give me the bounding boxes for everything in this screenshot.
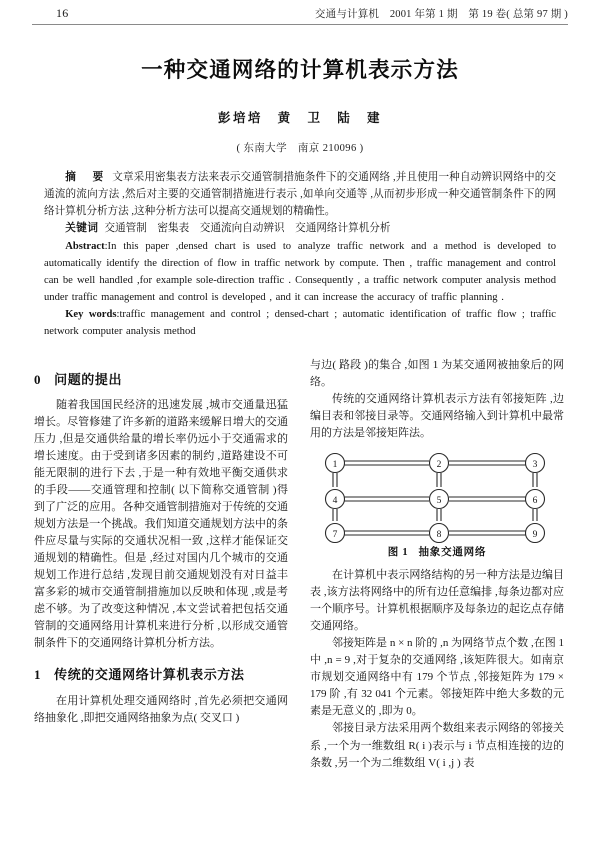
section-heading-1	[34, 665, 288, 685]
node-label-7: 7	[332, 529, 338, 540]
left-column	[34, 357, 288, 772]
right-paragraph-3: 在计算机中表示网络结构的另一种方法是边编目表 ,该方法将网络中的所有边任意编排 ,每条边都对应一个顺序号。计算机根据顺序及每条边的起讫点存储交通网络。	[310, 569, 564, 633]
abstract-block	[44, 169, 556, 341]
section-0-title: 问题的提出	[54, 371, 123, 387]
left-paragraph-2: 在用计算机处理交通网络时 ,首先必须把交通网络抽象化 ,即把交通网络抽象为点( 交叉口 )	[34, 694, 288, 724]
journal-issue-line: 交通与计算机 2001 年第 1 期 第 19 卷( 总第 97 期 )	[314, 9, 568, 20]
left-paragraph-1: 随着我国国民经济的迅速发展 ,城市交通量迅猛增长。尽管修建了许多新的道路来缓解日增大的交通压力 ,但是交通供给量的增长率仍远小于交通需求的增长速度。由于受到诸多因素的制约 ,道路建设不可能无限制的进行下去 ,于是一种有效地平衡交通供求的手段——交通管理和控制( 以下简称交通管制 )得到了广泛的应用。各种交通管制措施对于传统的交通规划方法是一个挑战。我们知道交通规划方法中的条件应尽量与实际的交通状况相一致 ,这样才能保证交通规划的精确性。但是 ,经过对国内几个城市的交通规划工作进行总结 ,发现目前交通规划没有对日益丰富多彩的城市交通管制措施加以反映和体现 ,或是考虑不够。为了改变这种情况 ,本文尝试着把包括交通管制的交通网络用计算机来进行分析 ,以形成交通管制条件下的交通网络计算机分析方法。	[34, 398, 288, 650]
node-label-5: 5	[436, 495, 442, 506]
abstract-chinese	[44, 169, 556, 220]
running-head	[30, 0, 570, 24]
keywords-english	[44, 306, 556, 340]
body-columns	[30, 357, 570, 772]
figure-1-caption-number: 图 1	[387, 546, 409, 558]
section-1-number: 1	[34, 667, 42, 683]
abstract-english-label: Abstract	[65, 240, 105, 252]
keywords-chinese-label: 关键词	[65, 223, 99, 235]
node-label-2: 2	[436, 459, 442, 470]
keywords-english-text: :traffic management and control ; densed-chart ; automatic identification of traffic flow ; traffic network computer analysis method	[44, 309, 556, 338]
keywords-english-label: Key words	[65, 309, 117, 321]
keywords-chinese	[44, 220, 556, 237]
figure-1	[310, 451, 564, 561]
page-folio: 16	[56, 6, 69, 20]
abstract-traffic-network-graph	[318, 451, 556, 543]
node-label-4: 4	[332, 495, 338, 506]
affiliation: ( 东南大学 南京 210096 )	[236, 143, 364, 154]
right-column	[310, 357, 564, 772]
node-label-1: 1	[332, 459, 338, 470]
right-paragraph-1: 与边( 路段 )的集合 ,如图 1 为某交通网被抽象后的网络。	[310, 358, 564, 388]
right-paragraph-5: 邻接目录方法采用两个数组来表示网络的邻接关系 ,一个为一维数组 R( i )表示与 i 节点相连接的边的条数 ,另一个为二维数组 V( i ,j ) 表	[310, 722, 564, 769]
header-divider	[32, 24, 568, 25]
node-label-9: 9	[532, 529, 538, 540]
right-paragraph-4: 邻接矩阵是 n × n 阶的 ,n 为网络节点个数 ,在图 1 中 ,n = 9 ,对于复杂的交通网络 ,该矩阵很大。如南京市规划交通网络中有 179 个节点 ,邻接矩阵为 179 × 179 阶 ,有 32 041 个元素。邻接矩阵中绝大多数的元素是无意义的 ,即为 0。	[310, 637, 564, 718]
section-1-title: 传统的交通网络计算机表示方法	[54, 667, 245, 683]
node-label-3: 3	[532, 459, 538, 470]
figure-1-caption-text: 抽象交通网络	[418, 546, 487, 558]
graph-nodes	[326, 453, 545, 542]
section-0-number: 0	[34, 371, 42, 387]
abstract-chinese-text: 文章采用密集表方法来表示交通管制措施条件下的交通网络 ,并且使用一种自动辨识网络中的交通流的流向方法 ,然后对主要的交通管制措施进行表示 ,如单向交通等 ,从而初步形成一种交通管制条件下的网络计算机分析方法 ,这种分析方法可以提高交通规划的精确性。	[44, 172, 557, 218]
keywords-chinese-text: 交通管制 密集表 交通流向自动辨识 交通网络计算机分析	[104, 223, 391, 235]
author-list: 彭培培 黄 卫 陆 建	[218, 111, 382, 125]
page-title: 一种交通网络的计算机表示方法	[141, 58, 459, 82]
abstract-english-text: :In this paper ,densed chart is used to analyze traffic network and a method is developed to automatically identify the direction of flow in traffic network by compute. Then , traffic management and control can be well handled ,for example sole-direction traffic . Consequently , a traffic network computer analysis method under traffic management and control is developed , and it can increase the accuracy of traffic planning .	[44, 240, 556, 304]
abstract-english	[44, 238, 556, 307]
node-label-6: 6	[532, 495, 538, 506]
abstract-chinese-label: 摘 要	[65, 172, 107, 183]
right-paragraph-2: 传统的交通网络计算机表示方法有邻接矩阵 ,边编目表和邻接目录等。交通网络输入到计算机中最常用的方法是邻接矩阵法。	[310, 392, 564, 439]
node-label-8: 8	[436, 529, 442, 540]
figure-1-caption	[310, 545, 564, 561]
section-heading-0	[34, 370, 288, 390]
